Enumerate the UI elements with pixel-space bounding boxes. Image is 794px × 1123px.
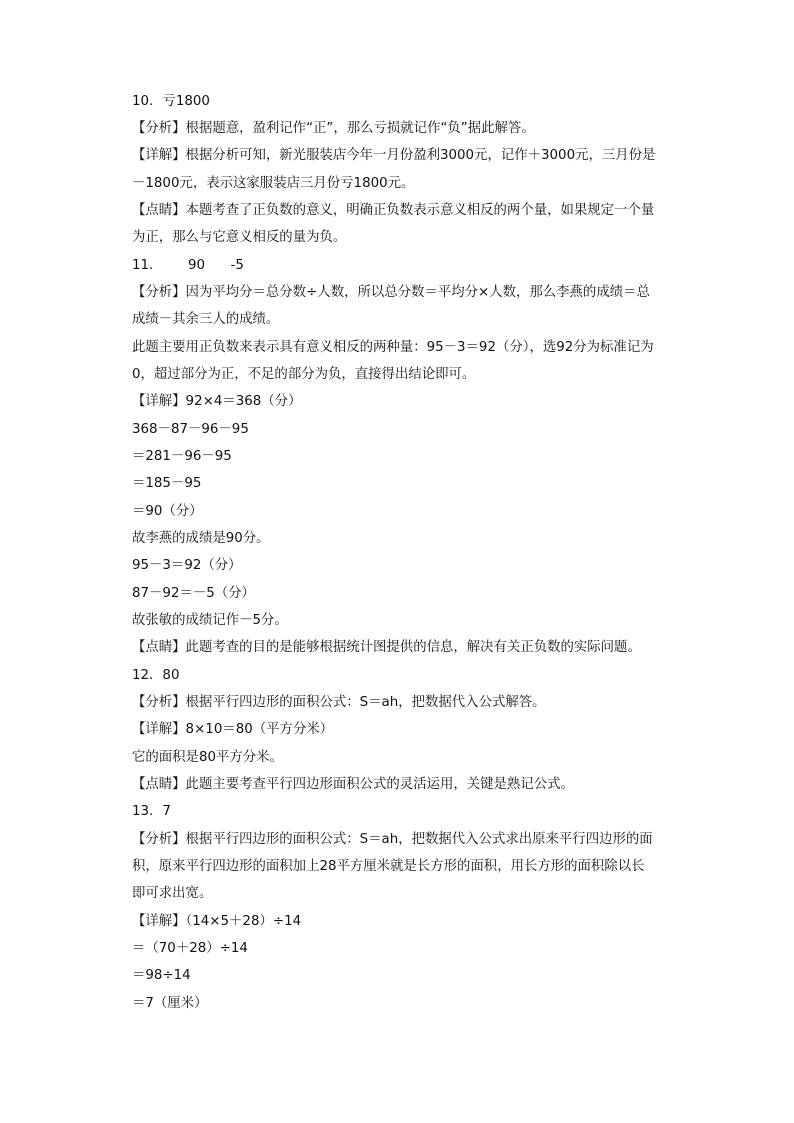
answer-10-analysis: 【分析】根据题意，盈利记作“正”，那么亏损就记作“负”据此解答。 [132,121,535,136]
answer-11-heading: 11． 90 -5 [132,258,244,273]
answer-11-analysis: 【分析】因为平均分＝总分数÷人数，所以总分数＝平均分×人数，那么李燕的成绩＝总 [132,285,650,300]
answer-13-heading: 13．7 [132,804,171,819]
answer-11-note-cont: 0，超过部分为正，不足的部分为负，直接得出结论即可。 [132,367,476,382]
answer-12-heading: 12．80 [132,668,180,683]
calc-step: ＝（70＋28）÷14 [132,941,248,956]
calc-step: ＝98÷14 [132,968,191,983]
calc-step: 368－87－96－95 [132,422,249,437]
answer-12-detail: 【详解】8×10＝80（平方分米） [132,722,334,737]
answer-11-detail: 【详解】92×4＝368（分） [132,394,302,409]
answer-10-detail: 【详解】根据分析可知，新光服装店今年一月份盈利3000元，记作＋3000元，三月份是 [132,148,656,163]
answer-13-analysis-cont: 积，原来平行四边形的面积加上28平方厘米就是长方形的面积，用长方形的面积除以长 [132,859,645,874]
answer-13-analysis-end: 即可求出宽。 [132,886,213,901]
answer-10-comment: 【点睛】本题考查了正负数的意义，明确正负数表示意义相反的两个量，如果规定一个量 [132,203,655,218]
calc-step: ＝90（分） [132,504,203,519]
answer-10-detail-cont: －1800元，表示这家服装店三月份亏1800元。 [132,176,415,191]
answer-11-result-1: 故李燕的成绩是90分。 [132,531,270,546]
answer-13-analysis: 【分析】根据平行四边形的面积公式：S＝ah，把数据代入公式求出原来平行四边形的面 [132,832,653,847]
calc-step: ＝281－96－95 [132,449,232,464]
answer-10-comment-cont: 为正，那么与它意义相反的量为负。 [132,230,347,245]
answer-12-analysis: 【分析】根据平行四边形的面积公式：S＝ah，把数据代入公式解答。 [132,695,546,710]
calc-step: ＝185－95 [132,476,202,491]
answer-11-analysis-cont: 成绩－其余三人的成绩。 [132,312,280,327]
answer-13-detail: 【详解】（14×5＋28）÷14 [132,914,302,929]
calc-step: 87－92＝－5（分） [132,586,255,601]
answer-11-result-2: 故张敏的成绩记作－5分。 [132,613,288,628]
answer-11-note: 此题主要用正负数来表示具有意义相反的两种量：95－3＝92（分），选92分为标准记为 [132,340,654,355]
answer-12-comment: 【点睛】此题主要考查平行四边形面积公式的灵活运用，关键是熟记公式。 [132,777,574,792]
answer-12-result: 它的面积是80平方分米。 [132,750,283,765]
calc-step: 95－3＝92（分） [132,558,242,573]
calc-step: ＝7（厘米） [132,996,208,1011]
answer-10-heading: 10．亏1800 [132,94,210,109]
answer-11-comment: 【点睛】此题考查的目的是能够根据统计图提供的信息，解决有关正负数的实际问题。 [132,640,641,655]
